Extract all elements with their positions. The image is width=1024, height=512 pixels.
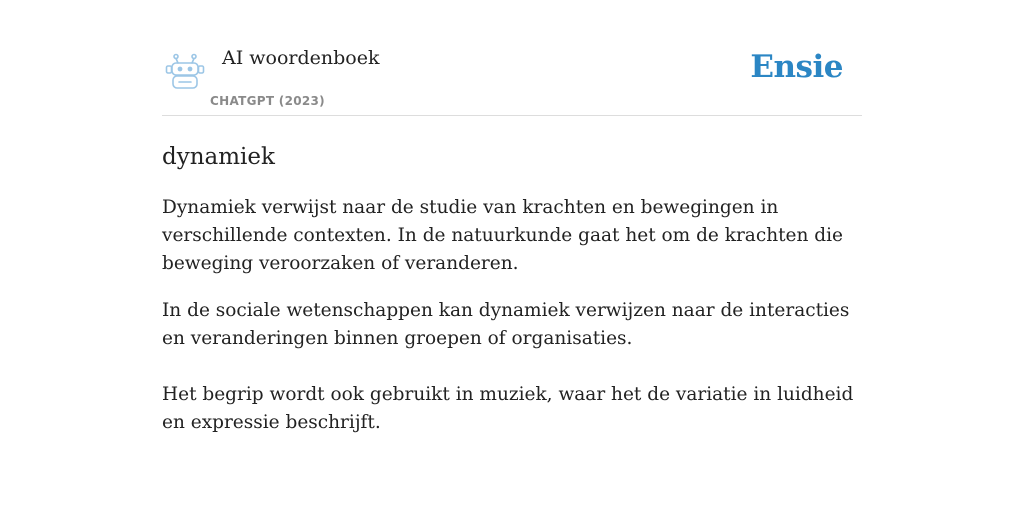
entry-term: dynamiek [162, 144, 275, 170]
definition-paragraph: In de sociale wetenschappen kan dynamiek verwijzen naar de interacties en veranderingen binnen groepen of organisaties. [162, 300, 850, 349]
definition-paragraph: Dynamiek verwijst naar de studie van krachten en bewegingen in verschillende contexten. In de natuurkunde gaat het om de krachten die beweging veroorzaken of veranderen. [162, 197, 843, 274]
robot-icon [165, 53, 205, 89]
dictionary-title[interactable]: AI woordenboek [222, 47, 380, 69]
entry-header [162, 40, 862, 116]
brand-logo[interactable]: Ensie [750, 49, 843, 85]
dictionary-card [162, 40, 862, 437]
definition-paragraph: Het begrip wordt ook gebruikt in muziek, waar het de variatie in luidheid en expressie beschrijft. [162, 384, 854, 433]
source-label: CHATGPT (2023) [210, 94, 325, 108]
